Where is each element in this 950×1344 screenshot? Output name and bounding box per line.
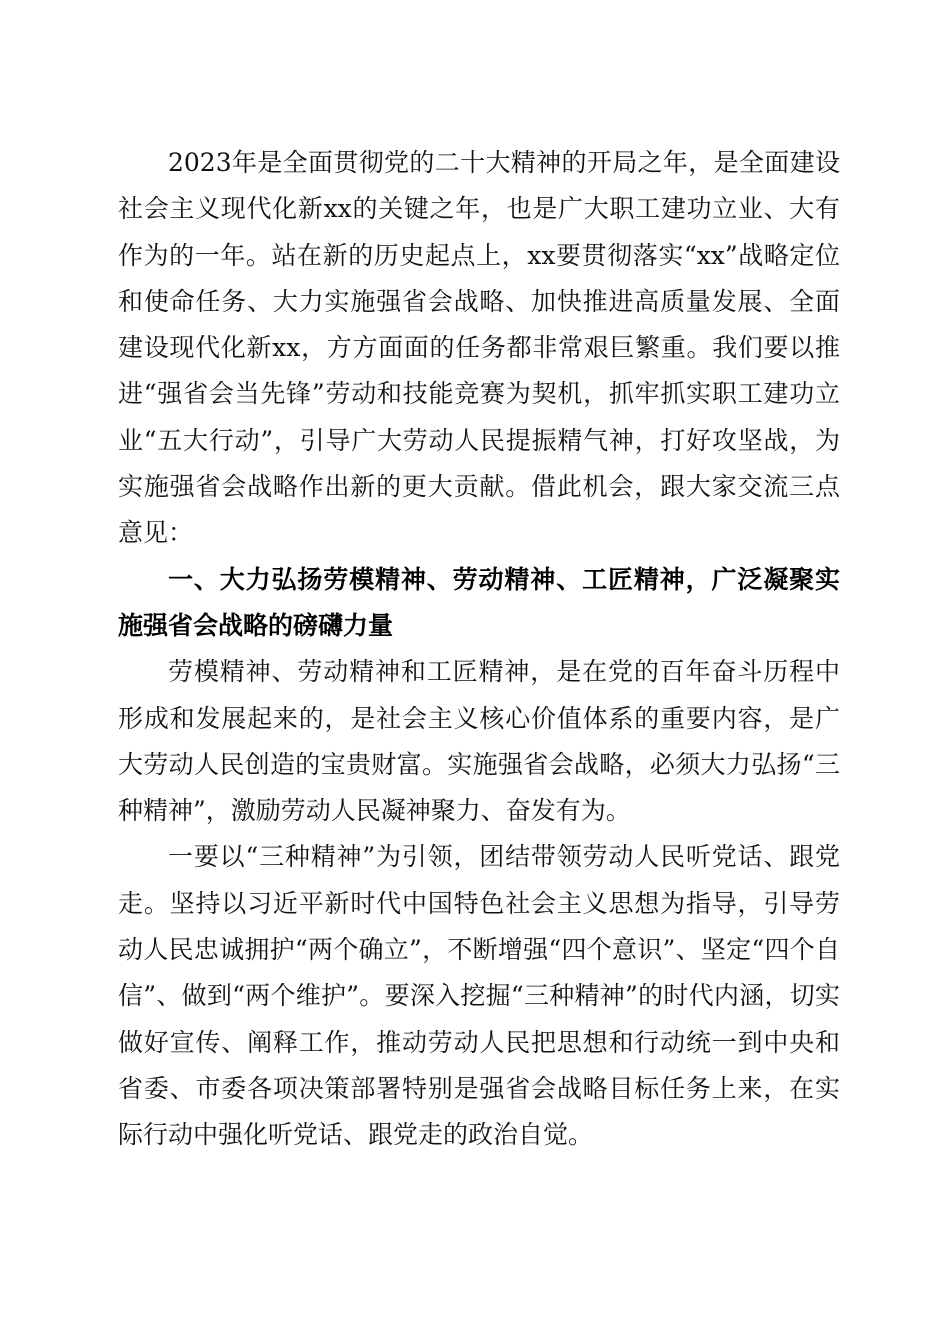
intro-paragraph: 2023年是全面贯彻党的二十大精神的开局之年，是全面建设社会主义现代化新xx的关键之年，也是广大职工建功立业、大有作为的一年。站在新的历史起点上，xx要贯彻落实“xx”战略定位和使命任务、大力实施强省会战略、加快推进高质量发展、全面建设现代化新xx，方方面面的任务都非常艰巨繁重。我们要以推进“强省会当先锋”劳动和技能竞赛为契机，抓牢抓实职工建功立业“五大行动”，引导广大劳动人民提振精气神，打好攻坚战，为实施强省会战略作出新的更大贡献。借此机会，跟大家交流三点意见： [118,148,840,548]
section-1-paragraph-2: 一要以“三种精神”为引领，团结带领劳动人民听党话、跟党走。坚持以习近平新时代中国特色社会主义思想为指导，引导劳动人民忠诚拥护“两个确立”，不断增强“四个意识”、坚定“四个自信”、做到“两个维护”。要深入挖掘“三种精神”的时代内涵，切实做好宣传、阐释工作，推动劳动人民把思想和行动统一到中央和省委、市委各项决策部署特别是强省会战略目标任务上来，在实际行动中强化听党话、跟党走的政治自觉。 [118,842,840,1150]
section-heading-1: 一、大力弘扬劳模精神、劳动精神、工匠精神，广泛凝聚实施强省会战略的磅礴力量 [118,564,840,640]
document-body [118,140,840,1159]
section-1-paragraph-1: 劳模精神、劳动精神和工匠精神，是在党的百年奋斗历程中形成和发展起来的，是社会主义核心价值体系的重要内容，是广大劳动人民创造的宝贵财富。实施强省会战略，必须大力弘扬“三种精神”，激励劳动人民凝神聚力、奋发有为。 [118,657,840,826]
